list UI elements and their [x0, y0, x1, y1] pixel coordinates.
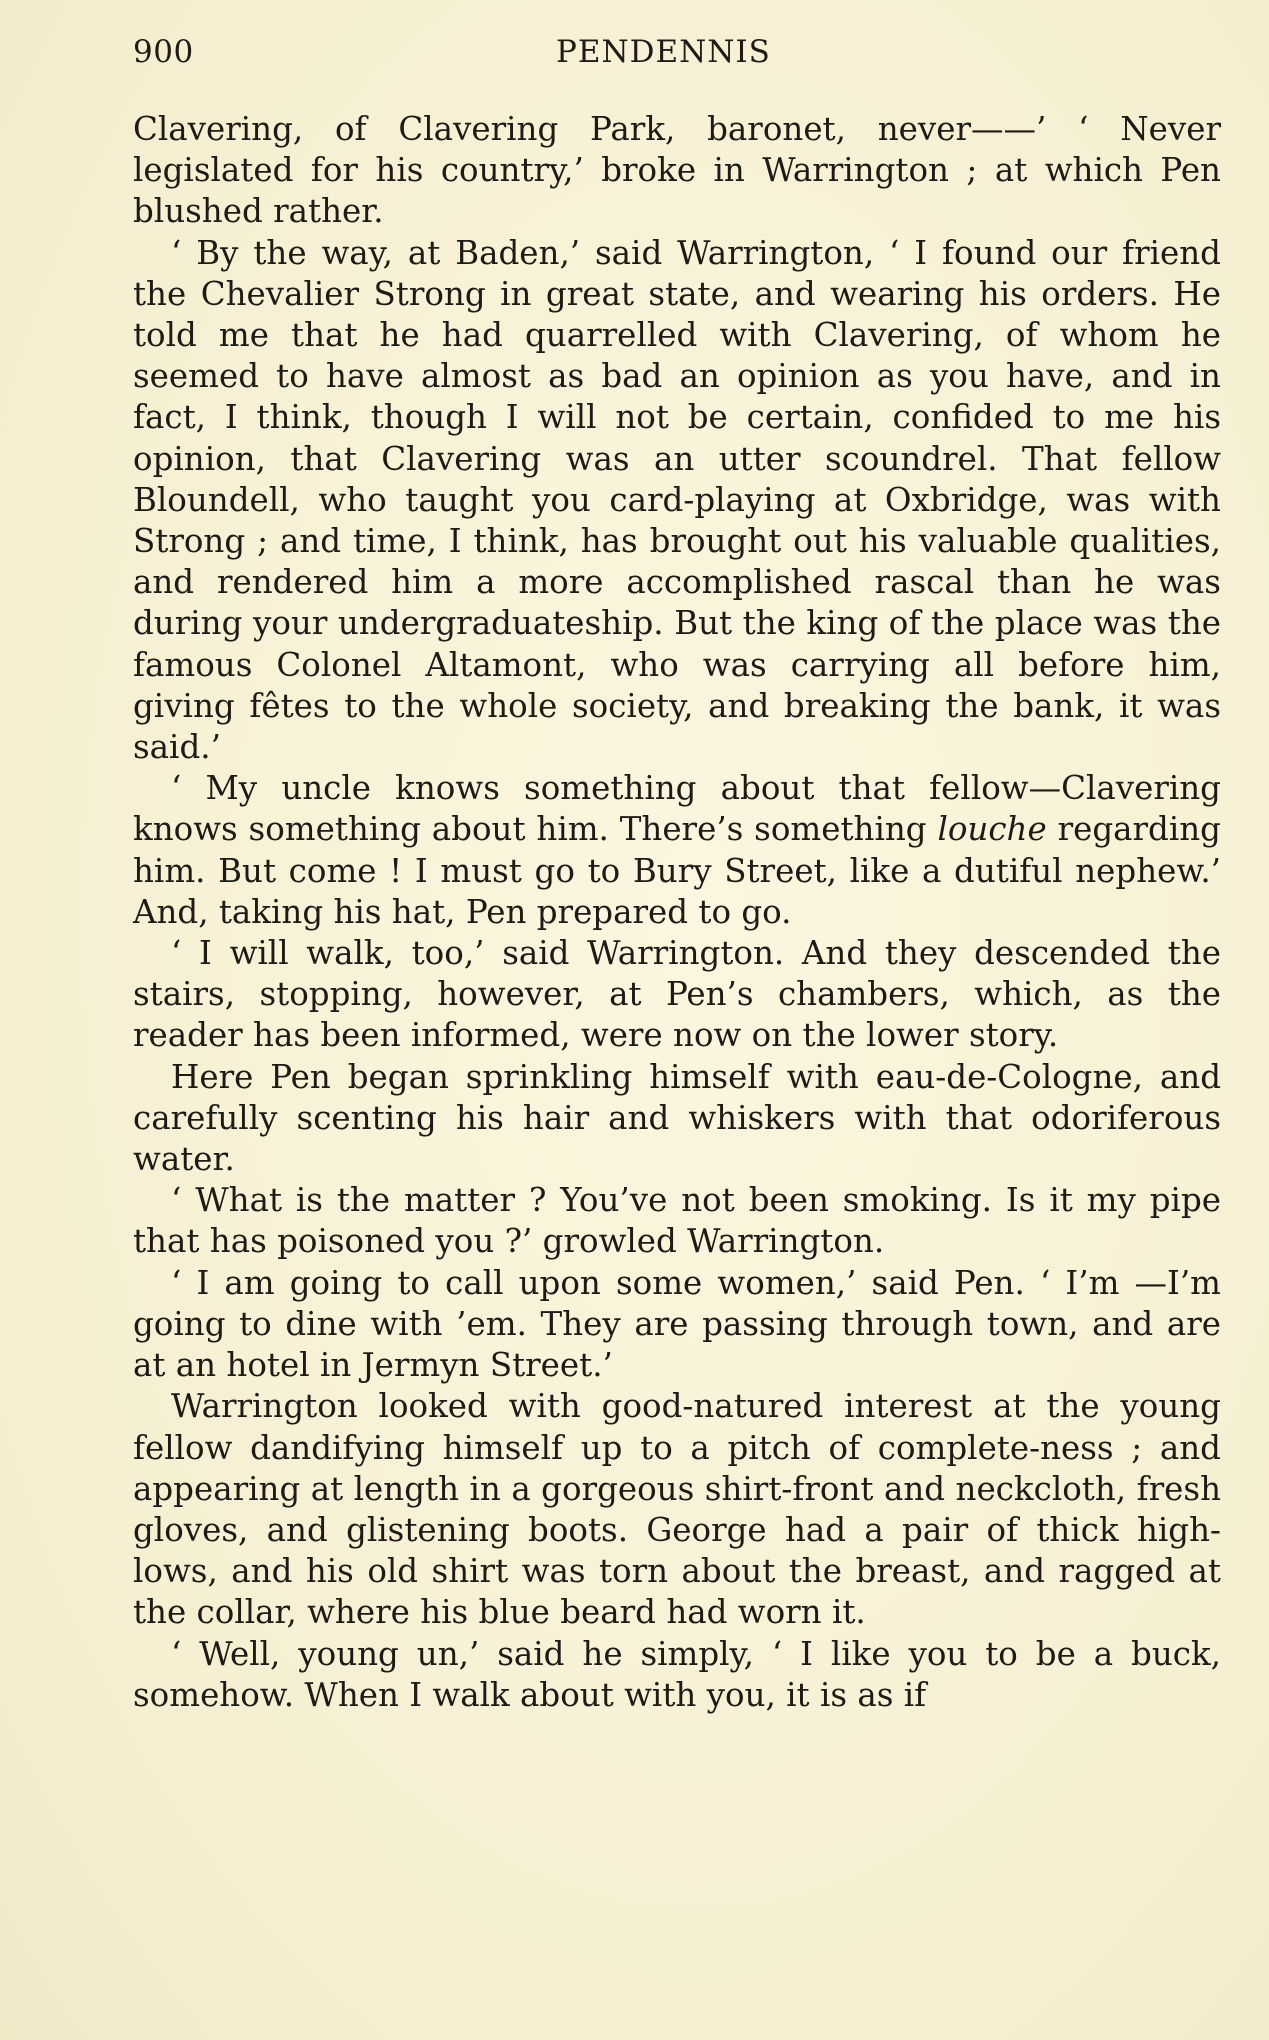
text-segment: Clavering, of Clavering Park, baronet, never——’ ‘ Never legislated for his country,’ broke in Warrington ; at which Pen blushed rather.	[133, 110, 1221, 231]
running-title: PENDENNIS	[556, 34, 771, 70]
body-text	[133, 109, 1221, 1716]
italic-word: louche	[937, 810, 1047, 849]
text-segment: Warrington looked with good-natured interest at the young fellow dandifying himself up to a pitch of complete-ness ; and appearing at length in a gorgeous shirt-front and neckcloth, fresh gloves, and glistening boots. George had a pair of thick high-lows, and his old shirt was torn about the breast, and ragged at the collar, where his blue beard had worn it.	[133, 1387, 1221, 1632]
paragraph	[133, 1180, 1221, 1262]
text-segment: regarding him. But come ! I must go to Bury Street, like a dutiful nephew.’ And, taking his hat, Pen prepared to go.	[133, 810, 1221, 931]
text-segment: Here Pen began sprinkling himself with eau-de-Cologne, and carefully scenting his hair and whiskers with that odoriferous water.	[133, 1057, 1221, 1179]
page-number: 900	[133, 34, 194, 70]
text-segment: ‘ I will walk, too,’ said Warrington. And they descended the stairs, stopping, however, at Pen’s chambers, which, as the reader has been informed, were now on the lower story.	[133, 934, 1221, 1055]
text-segment: ‘ Well, young un,’ said he simply, ‘ I like you to be a buck, somehow. When I walk about with you, it is as if	[133, 1634, 1221, 1714]
text-segment: ‘ My uncle knows something about that fellow—Clavering knows something about him. There’s something	[133, 769, 1221, 849]
paragraph	[133, 1386, 1221, 1633]
paragraph	[133, 768, 1221, 933]
paragraph	[133, 1057, 1221, 1181]
paragraph	[133, 1634, 1221, 1716]
paragraph	[133, 109, 1221, 233]
text-segment: ‘ I am going to call upon some women,’ said Pen. ‘ I’m —I’m going to dine with ’em. They are passing through town, and are at an hotel in Jermyn Street.’	[133, 1263, 1221, 1385]
text-segment: ‘ By the way, at Baden,’ said Warrington, ‘ I found our friend the Chevalier Strong in great state, and wearing his orders. He told me that he had quarrelled with Clavering, of whom he seemed to have almost as bad an opinion as you have, and in fact, I think, though I will not be certain, confided to me his opinion, that Clavering was an utter scoundrel. That fellow Bloundell, who taught you card-playing at Oxbridge, was with Strong ; and time, I think, has brought out his valuable qualities, and rendered him a more accomplished rascal than he was during your undergraduateship. But the king of the place was the famous Colonel Altamont, who was carrying all before him, giving fêtes to the whole society, and breaking the bank, it was said.’	[133, 233, 1221, 767]
paragraph	[133, 233, 1221, 769]
paragraph	[133, 1263, 1221, 1387]
page-header	[133, 34, 1223, 78]
text-segment: ‘ What is the matter ? You’ve not been smoking. Is it my pipe that has poisoned you ?’ growled Warrington.	[133, 1181, 1221, 1261]
paragraph	[133, 933, 1221, 1057]
